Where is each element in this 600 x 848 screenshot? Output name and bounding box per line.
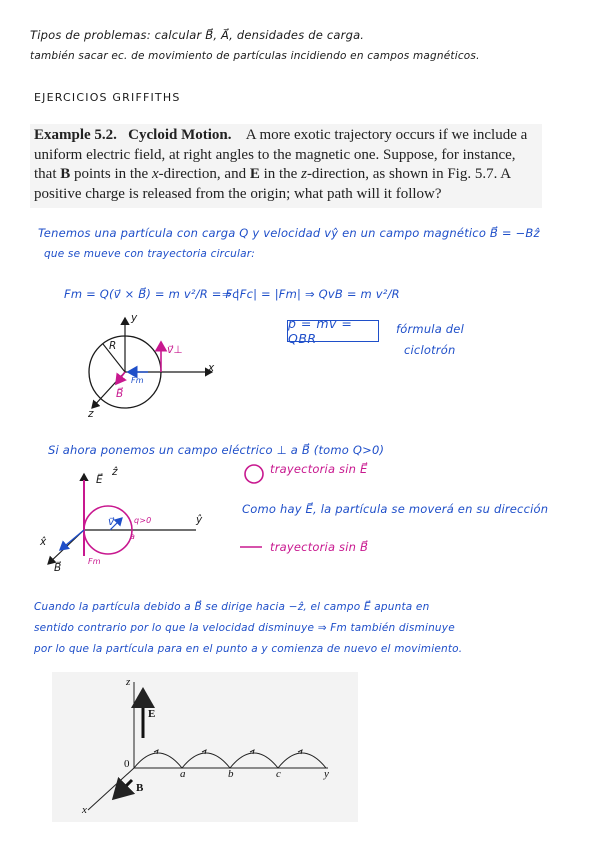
para3-line2: sentido contrario por lo que la velocidad disminuye ⇒ Fm también disminuye bbox=[34, 622, 455, 634]
fig-origin-label: 0 bbox=[124, 758, 130, 770]
figure-5-7 bbox=[52, 672, 358, 822]
figure-svg bbox=[52, 672, 358, 822]
section-heading: EJERCICIOS GRIFFITHS bbox=[34, 91, 181, 104]
example-text-mid2: -direction, and bbox=[158, 166, 250, 182]
example-z-dir: z bbox=[301, 166, 307, 182]
d2-b-label: B⃗ bbox=[54, 562, 62, 574]
d2-b-arrow bbox=[60, 530, 84, 550]
fig-y-label: y bbox=[324, 768, 329, 780]
d2-force-label: Fm bbox=[88, 557, 101, 566]
cyclotron-label-2: ciclotrón bbox=[404, 343, 456, 357]
legend-e-text: Como hay E⃗, la partícula se moverá en su dirección bbox=[242, 502, 549, 516]
fig-b-point-label: b bbox=[228, 768, 234, 780]
example-text-start: A more exotic trajectory occurs if we include a uniform electric field, at right angles to the magnetic one. Suppose, for instance, that bbox=[34, 127, 528, 182]
para2: Si ahora ponemos un campo eléctrico ⊥ a B⃗ (tomo Q>0) bbox=[48, 443, 385, 457]
cyclotron-label-1: fórmula del bbox=[396, 322, 464, 336]
d1-x-label: x bbox=[208, 362, 215, 374]
d2-z-label: ẑ bbox=[112, 466, 118, 478]
example-text-mid3: in the bbox=[259, 166, 302, 182]
legend-circle-icon bbox=[245, 465, 263, 483]
fig-cycloid-path bbox=[134, 753, 326, 768]
momentum-box: p = mv = QBR bbox=[287, 320, 379, 342]
force-magnitude: ⇒ |Fc| = |Fm| ⇒ QvB = m v²/R bbox=[222, 287, 400, 301]
example-title: Example 5.2. bbox=[34, 127, 117, 143]
example-e: E bbox=[249, 166, 260, 182]
fig-x-label: x bbox=[82, 804, 87, 816]
example-x-dir: x bbox=[151, 166, 159, 182]
para1-line2: que se mueve con trayectoria circular: bbox=[44, 248, 256, 260]
fig-b-arrow bbox=[114, 780, 132, 798]
d2-x-label: x̂ bbox=[40, 536, 47, 548]
fig-z-label: z bbox=[126, 676, 131, 688]
d2-y-label: ŷ bbox=[196, 514, 203, 526]
d1-velocity-label: v⃗⊥ bbox=[167, 344, 183, 356]
d1-b-label: B⃗ bbox=[116, 388, 124, 400]
d1-y-label: y bbox=[131, 312, 138, 324]
para3-line1: Cuando la partícula debido a B⃗ se dirige hacia −ẑ, el campo E⃗ apunta en bbox=[34, 601, 430, 613]
legend-line-text: trayectoria sin B⃗ bbox=[270, 540, 369, 554]
d1-force-label: Fm bbox=[131, 376, 144, 385]
para1-line1: Tenemos una partícula con carga Q y velocidad vŷ en un campo magnético B⃗ = −Bẑ bbox=[38, 226, 540, 240]
para3-line3: por lo que la partícula para en el punto a y comienza de nuevo el movimiento. bbox=[34, 643, 463, 655]
d1-b-arrow bbox=[116, 372, 125, 384]
d2-a-label: a bbox=[130, 532, 136, 541]
fig-a-label: a bbox=[180, 768, 186, 780]
example-text-mid1: points in the bbox=[70, 166, 152, 182]
note-line-1: Tipos de problemas: calcular B⃗, A⃗, densidades de carga. bbox=[30, 28, 365, 42]
d2-v-label: v⃗ bbox=[108, 516, 115, 528]
fig-e-label: E bbox=[148, 708, 156, 720]
note-line-2: también sacar ec. de movimiento de partículas incidiendo en campos magnéticos. bbox=[30, 50, 480, 62]
force-equation: Fm = Q(v⃗ × B⃗) = m v²/R = Fc bbox=[64, 287, 239, 301]
d1-radius-label: R bbox=[109, 340, 117, 352]
d2-q-label: q>0 bbox=[134, 516, 152, 525]
fig-b-label: B bbox=[136, 782, 144, 794]
fig-c-label: c bbox=[276, 768, 281, 780]
d2-e-label: E⃗ bbox=[96, 474, 103, 486]
fig-x-axis bbox=[88, 768, 134, 810]
d1-z-label: z bbox=[88, 408, 94, 420]
legend-circle-text: trayectoria sin E⃗ bbox=[270, 462, 368, 476]
example-b: B bbox=[60, 166, 71, 182]
example-subtitle: Cycloid Motion. bbox=[128, 127, 232, 143]
example-text-end: -direction, as shown in Fig. 5.7. A positive charge is released from the origin; what path will it follow? bbox=[34, 166, 511, 202]
